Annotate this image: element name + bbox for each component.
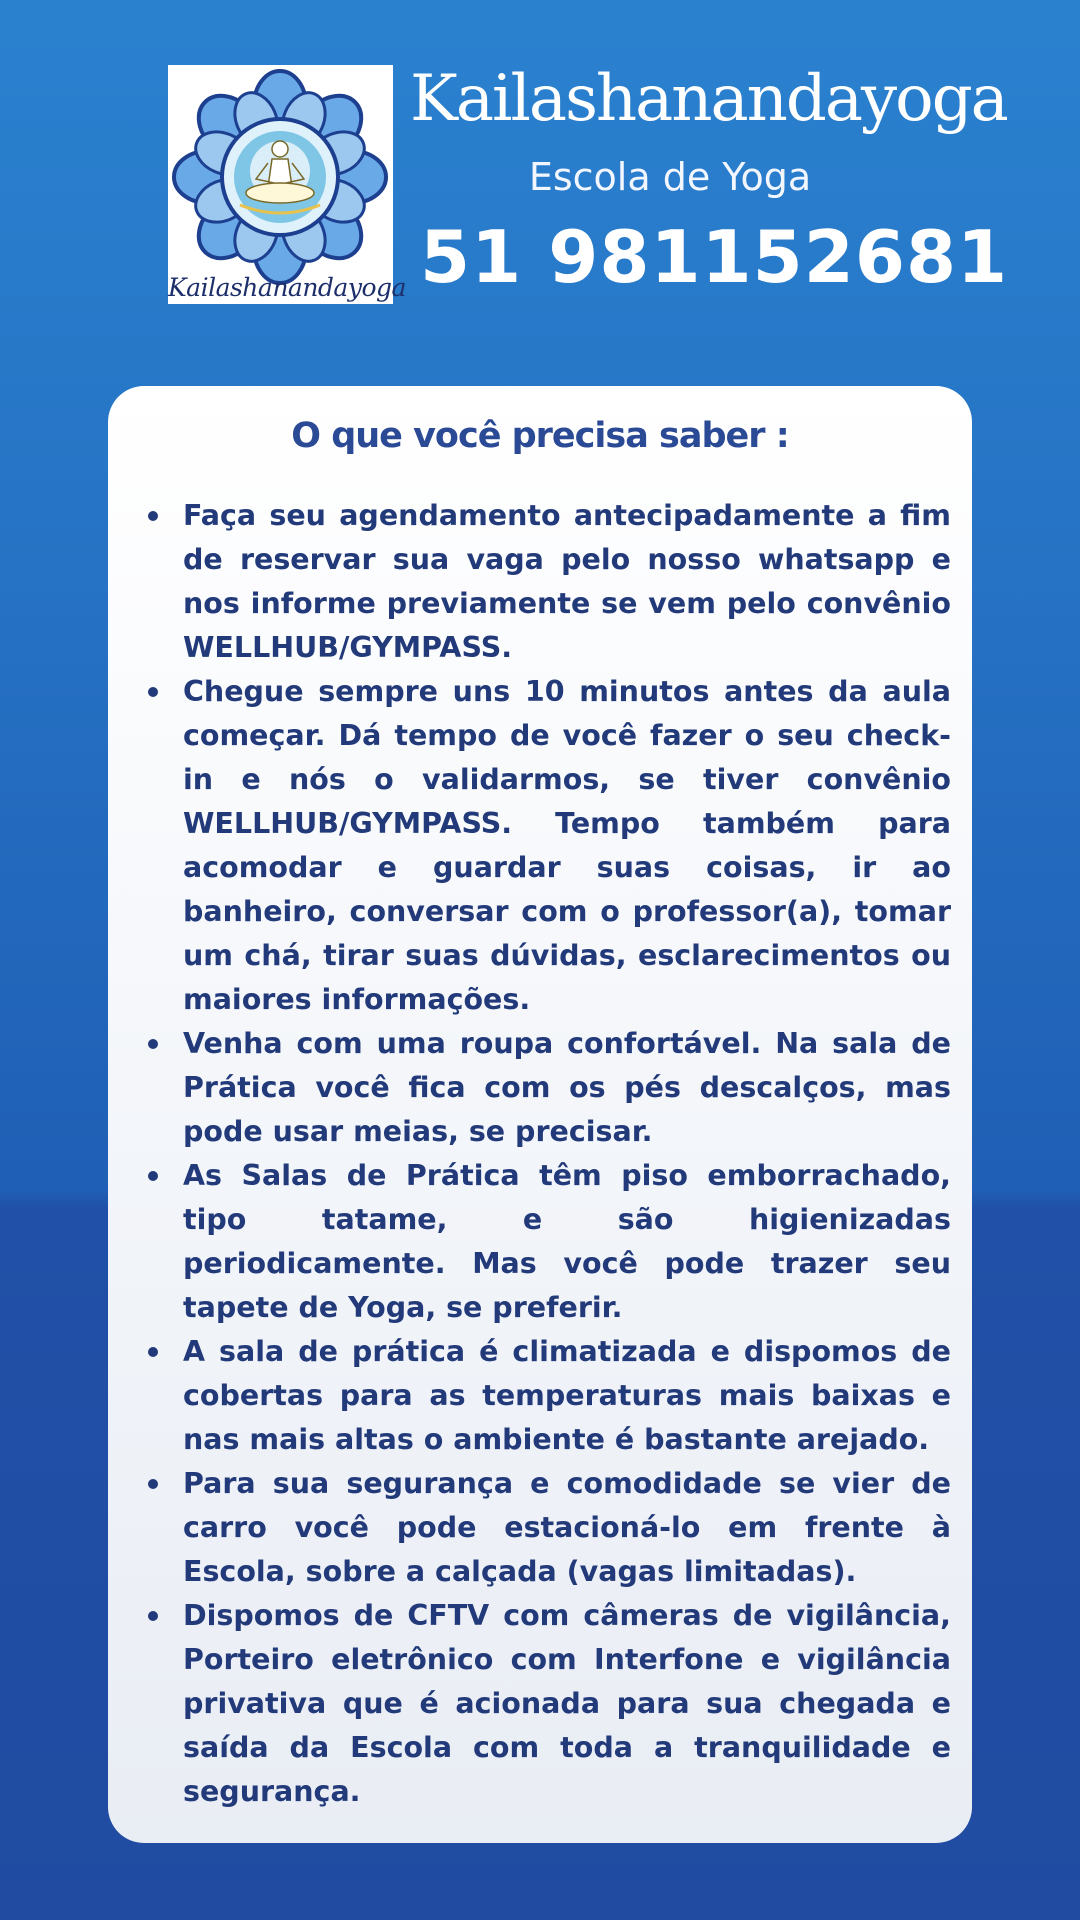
list-item-text: Para sua segurança e comodidade se vier de carro você pode estacioná-lo em frente à Escola, sobre a calçada (vagas limitadas). bbox=[183, 1467, 951, 1588]
list-item bbox=[183, 1330, 951, 1462]
info-card bbox=[108, 386, 972, 1843]
list-item bbox=[183, 1594, 951, 1814]
list-item-text: Chegue sempre uns 10 minutos antes da aula começar. Dá tempo de você fazer o seu check-in e nós o validarmos, se tiver convênio WELLHUB/GYMPASS. Tempo também para acomodar e guardar suas coisas, ir ao banheiro, conversar com o professor(a), tomar um chá, tirar suas dúvidas, esclarecimentos ou maiores informações. bbox=[183, 675, 951, 1016]
list-item bbox=[183, 494, 951, 670]
lotus-meditation-icon bbox=[168, 65, 406, 304]
list-item-text: Dispomos de CFTV com câmeras de vigilância, Porteiro eletrônico com Interfone e vigilância privativa que é acionada para sua chegada e saída da Escola com toda a tranquilidade e segurança. bbox=[183, 1599, 951, 1808]
list-item-text: A sala de prática é climatizada e dispomos de cobertas para as temperaturas mais baixas e nas mais altas o ambiente é bastante arejado. bbox=[183, 1335, 951, 1456]
bullet-dot-icon bbox=[148, 1479, 158, 1489]
bullet-dot-icon bbox=[148, 1347, 158, 1357]
logo bbox=[168, 65, 406, 304]
card-title: O que você precisa saber : bbox=[291, 416, 789, 456]
bullet-dot-icon bbox=[148, 687, 158, 697]
logo-caption: Kailashanandayoga bbox=[168, 273, 406, 302]
list-item bbox=[183, 670, 951, 1022]
bullet-dot-icon bbox=[148, 1039, 158, 1049]
list-item-text: Venha com uma roupa confortável. Na sala de Prática você fica com os pés descalços, mas pode usar meias, se precisar. bbox=[183, 1027, 951, 1148]
list-item bbox=[183, 1462, 951, 1594]
bullet-dot-icon bbox=[148, 511, 158, 521]
info-list bbox=[183, 494, 951, 1814]
list-item-text: As Salas de Prática têm piso emborrachado, tipo tatame, e são higienizadas periodicamente. Mas você pode trazer seu tapete de Yoga, se preferir. bbox=[183, 1159, 951, 1324]
phone-number: 51 981152681 bbox=[420, 215, 1009, 299]
brand-name: Kailashanandayoga bbox=[410, 62, 1007, 136]
list-item bbox=[183, 1154, 951, 1330]
list-item-text: Faça seu agendamento antecipadamente a fim de reservar sua vaga pelo nosso whatsapp e nos informe previamente se vem pelo convênio WELLHUB/GYMPASS. bbox=[183, 499, 951, 664]
bullet-dot-icon bbox=[148, 1611, 158, 1621]
bullet-dot-icon bbox=[148, 1171, 158, 1181]
list-item bbox=[183, 1022, 951, 1154]
brand-subtitle: Escola de Yoga bbox=[528, 155, 812, 199]
